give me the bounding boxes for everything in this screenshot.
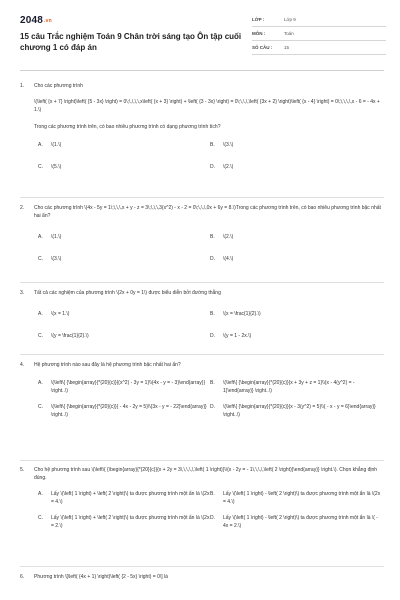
option-letter: B. [210, 311, 215, 317]
question-number: 5. [20, 467, 25, 473]
logo-text: 2048 [20, 15, 44, 26]
document-meta [252, 13, 386, 55]
answer-option[interactable] [210, 255, 382, 263]
answer-option[interactable] [210, 403, 382, 419]
option-letter: D. [210, 515, 215, 521]
option-letter: D. [210, 256, 215, 262]
option-letter: D. [210, 333, 215, 339]
question-text: Cho các phương trình \(4x - 5y = 1\;\,\,\,x + y - z = 3\;\,\,\,3(x^2) - x - 2 = 0\;\,\,\,0x + 6y = 8.\)Trong các phương trình trên, có bao nhiêu phương trình bậc nhất hai ẩn? [34, 205, 381, 219]
option-text: Lấy \(\left( 1 \right) + \left( 2 \right)\) ta được phương trình một ẩn là \(2x = 2.\) [51, 515, 210, 529]
option-text: \(\left\{ {\begin{array}{*{20}{c}}{ - 4x - 2y = 5}\\{3x - y = - 22}\end{array}} \right..\) [51, 404, 207, 418]
answer-option[interactable] [210, 163, 382, 171]
answer-options [38, 310, 384, 340]
meta-key: LỚP : [252, 17, 265, 22]
option-letter: A. [38, 234, 43, 240]
question-formula: \(\left( {x + 7} \right)\left( {5 - 3x} \right) = 0\;\,\,\,\,x\left( {x + 3} \right) + \left( {3 - 3x} \right) = 0\;\,\,\,\left( {3x + 2} \right)\left( {x - 4} \right) = 0\;\,\,\,\,x - 6 = - 4x + 1.\) [34, 99, 380, 113]
meta-key: MÔN : [252, 31, 266, 36]
question-number: 1. [20, 83, 25, 89]
option-letter: A. [38, 491, 43, 497]
option-text: \(\left\{ {\begin{array}{*{20}{c}}{x + 3y + z = 1}\\{x - 4(y^2) = - 1}\end{array}} \right..\) [223, 380, 355, 394]
question-number: 4. [20, 362, 25, 368]
option-text: Lấy \(\left( 1 \right) - \left( 2 \right)\) ta được phương trình một ẩn là \(2x = 4.\) [223, 491, 381, 505]
option-letter: A. [38, 311, 43, 317]
answer-option[interactable] [210, 310, 382, 318]
answer-option[interactable] [38, 332, 210, 340]
answer-option[interactable] [38, 255, 210, 263]
question-divider [20, 354, 384, 355]
option-text: \(3.\) [223, 142, 234, 148]
answer-option[interactable] [210, 514, 382, 530]
option-text: \(3.\) [51, 256, 62, 262]
option-text: \(1.\) [51, 234, 62, 240]
question-divider [20, 197, 384, 198]
question-5 [20, 466, 384, 530]
answer-options [38, 379, 384, 419]
answer-option[interactable] [38, 490, 210, 506]
option-letter: B. [210, 491, 215, 497]
option-text: \(\left\{ {\begin{array}{*{20}{c}}{x - 3(y^2) = 5}\\{ - x - y = 6}\end{array}} \right..\) [223, 404, 376, 418]
question-number: 6. [20, 574, 25, 580]
option-text: \(5.\) [51, 164, 62, 170]
answer-option[interactable] [38, 233, 210, 241]
answer-option[interactable] [210, 379, 382, 395]
option-text: Lấy \(\left( 1 \right) - \left( 2 \right)\) ta được phương trình một ẩn là \( - 4x = 2.\) [223, 515, 378, 529]
meta-row-class [252, 13, 386, 27]
question-1 [20, 82, 384, 171]
answer-options [38, 233, 384, 263]
logo-domain: .vn [44, 18, 52, 24]
question-2 [20, 204, 384, 263]
option-text: \(\left\{ {\begin{array}{*{20}{c}}{(x^2) - 3y = 1}\\{4x - y = - 3}\end{array}} \right..\) [51, 380, 206, 394]
answer-option[interactable] [210, 233, 382, 241]
option-letter: C. [38, 515, 43, 521]
question-4 [20, 361, 384, 419]
meta-row-count [252, 41, 386, 55]
question-divider [20, 566, 384, 567]
meta-value: Lớp 9 [284, 17, 296, 22]
question-text: Cho hệ phương trình sau \(\left\{ {\begin{array}{*{20}{c}}{x + 2y = 3\,\,\,\,\,\left( 1 \right)}\\{x - 2y = - 1\,\,\,\,\left( 2 \right)}\end{array}} \right.\). Chọn khẳng định đúng. [34, 467, 378, 481]
option-letter: A. [38, 142, 43, 148]
option-letter: C. [38, 256, 43, 262]
answer-option[interactable] [38, 141, 210, 149]
question-3 [20, 289, 384, 340]
meta-row-subject [252, 27, 386, 41]
option-text: \(2.\) [223, 164, 234, 170]
option-letter: A. [38, 380, 43, 386]
option-letter: D. [210, 164, 215, 170]
option-letter: B. [210, 234, 215, 240]
question-prompt: Trong các phương trình trên, có bao nhiêu phương trình có dạng phương trình tích? [34, 124, 221, 130]
answer-option[interactable] [38, 163, 210, 171]
answer-options [38, 141, 384, 171]
header-divider [20, 70, 384, 71]
question-text: Phương trình \[\left( {4x + 1} \right)\left( {2 - 5x} \right) = 0\] là [34, 574, 168, 580]
answer-option[interactable] [210, 141, 382, 149]
option-text: \(x = \frac{1}{2}.\) [223, 311, 261, 317]
meta-value: Toán [284, 31, 294, 36]
question-text: Hệ phương trình nào sau đây là hệ phương trình bậc nhất hai ẩn? [34, 362, 181, 368]
option-text: \(y = \frac{1}{2}.\) [51, 333, 89, 339]
option-letter: B. [210, 142, 215, 148]
option-text: \(4.\) [223, 256, 234, 262]
answer-options [38, 490, 384, 530]
question-divider [20, 282, 384, 283]
option-letter: C. [38, 333, 43, 339]
option-letter: D. [210, 404, 215, 410]
option-text: Lấy \(\left( 1 \right) + \left( 2 \right)\) ta được phương trình một ẩn là \(2x = 4.\) [51, 491, 210, 505]
question-number: 2. [20, 205, 25, 211]
answer-option[interactable] [210, 332, 382, 340]
question-number: 3. [20, 290, 25, 296]
question-divider [20, 460, 384, 461]
option-text: \(y = 1 - 2x.\) [223, 333, 252, 339]
answer-option[interactable] [38, 403, 210, 419]
answer-option[interactable] [38, 310, 210, 318]
question-text: Tất cả các nghiệm của phương trình \(2x + 0y = 1\) được biểu diễn bởi đường thẳng [34, 290, 221, 296]
answer-option[interactable] [38, 514, 210, 530]
question-6 [20, 573, 384, 581]
option-letter: C. [38, 164, 43, 170]
option-text: \(2.\) [223, 234, 234, 240]
answer-option[interactable] [210, 490, 382, 506]
document-title: 15 câu Trắc nghiệm Toán 9 Chân trời sáng tạo Ôn tập cuối chương 1 có đáp án [20, 32, 242, 52]
answer-option[interactable] [38, 379, 210, 395]
meta-key: SỐ CÂU : [252, 45, 273, 50]
option-text: \(1.\) [51, 142, 62, 148]
option-letter: C. [38, 404, 43, 410]
site-logo[interactable] [20, 15, 52, 26]
option-text: \(x = 1.\) [51, 311, 70, 317]
meta-value: 15 [284, 45, 290, 50]
question-text: Cho các phương trình [34, 83, 83, 89]
option-letter: B. [210, 380, 215, 386]
